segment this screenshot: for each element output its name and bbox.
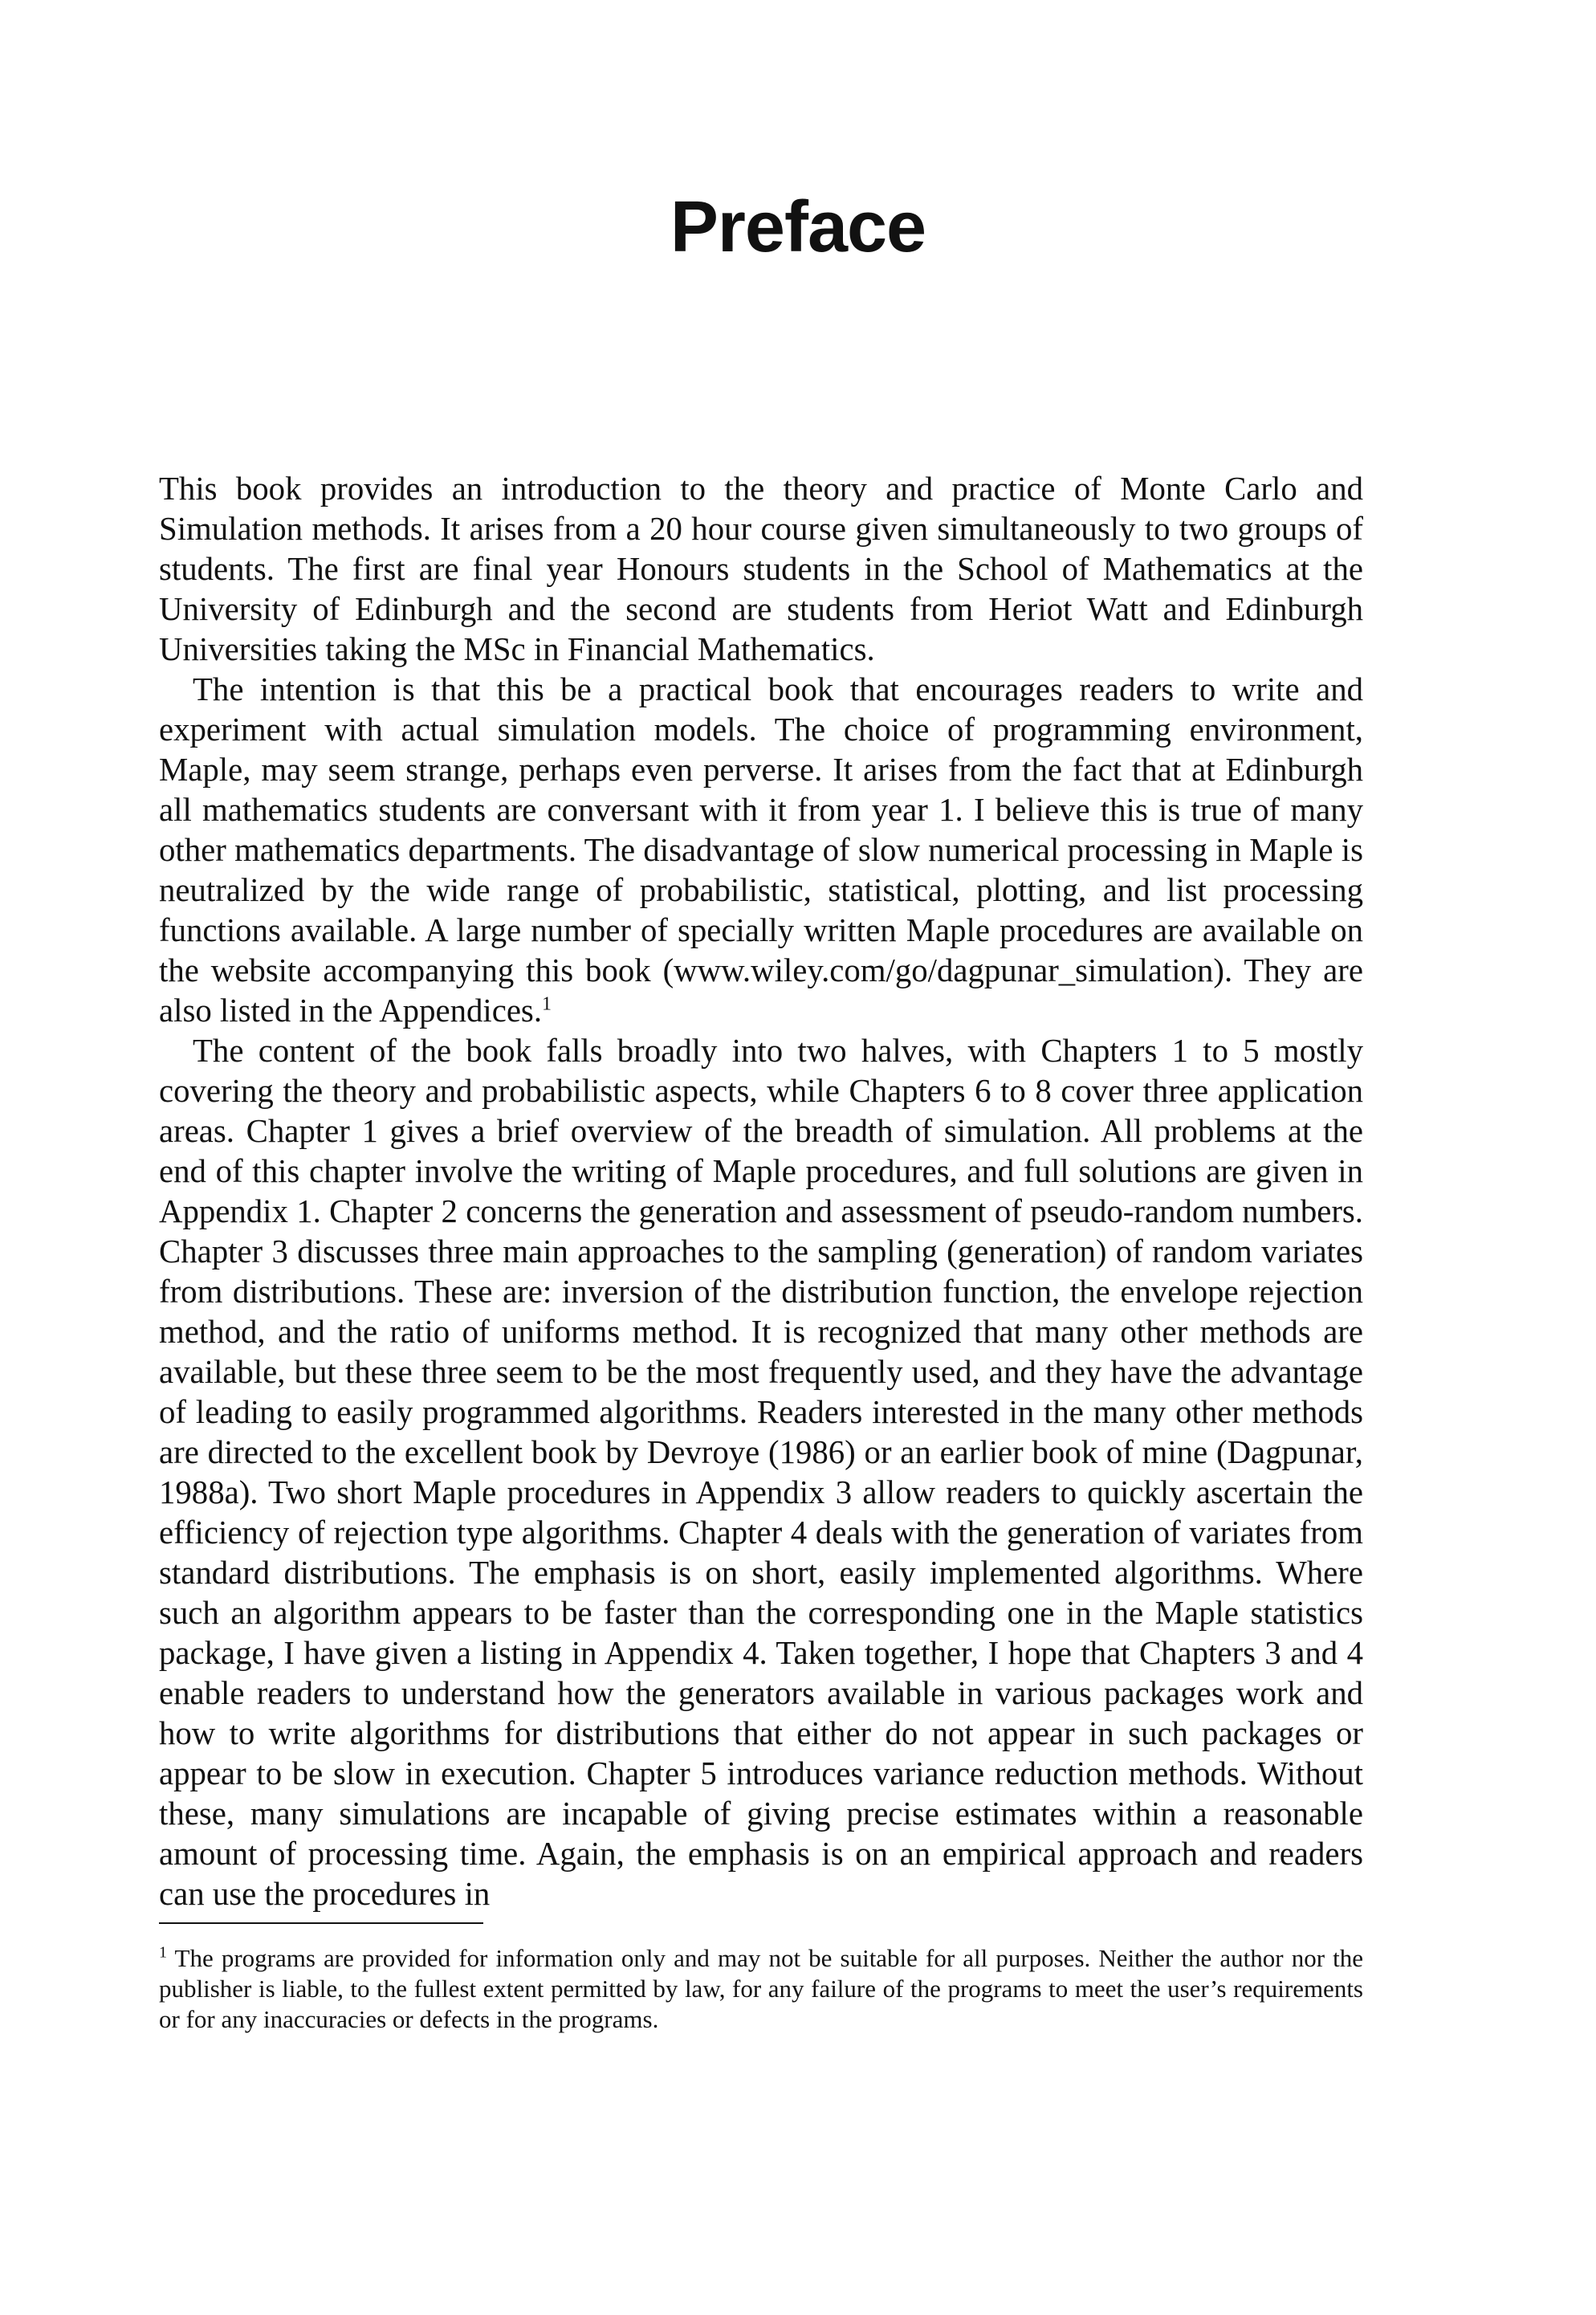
page-title: Preface [670,187,926,267]
preface-body [159,469,1363,1914]
paragraph-3 [159,1031,1363,1914]
paragraph-1-text: This book provides an introduction to the theory and practice of Monte Carlo and Simulation methods. It arises from a 20 hour course given simultaneously to two groups of students. The first are final year Honours students in the School of Mathematics at the University of Edinburgh and the second are students from Heriot Watt and Edinburgh Universities taking the MSc in Financial Mathematics. [159,471,1363,667]
paragraph-2 [159,670,1363,1031]
footnote-divider [159,1922,483,1924]
footnote-reference: 1 [542,993,552,1015]
footnote-marker: 1 [159,1943,167,1962]
paragraph-1 [159,469,1363,670]
footnote [159,1943,1363,2035]
footnote-text: The programs are provided for information only and may not be suitable for all purposes. Neither the author nor the publisher is liable, to the fullest extent permitted by law, for any failure of the programs to meet the user’s requirements or for any inaccuracies or defects in the programs. [159,1944,1363,2033]
paragraph-2-text: The intention is that this be a practical book that encourages readers to write and experiment with actual simulation models. The choice of programming environment, Maple, may seem strange, perhaps even perverse. It arises from the fact that at Edinburgh all mathematics students are conversant with it from year 1. I believe this is true of many other mathematics departments. The disadvantage of slow numerical processing in Maple is neutralized by the wide range of probabilistic, statistical, plotting, and list processing functions available. A large number of specially written Maple procedures are available on the website accompanying this book (www.wiley.com/go/dagpunar_simulation). They are also listed in the Appendices. [159,671,1363,1029]
paragraph-3-text: The content of the book falls broadly into two halves, with Chapters 1 to 5 mostly covering the theory and probabilistic aspects, while Chapters 6 to 8 cover three application areas. Chapter 1 gives a brief overview of the breadth of simulation. All problems at the end of this chapter involve the writing of Maple procedures, and full solutions are given in Appendix 1. Chapter 2 concerns the generation and assessment of pseudo-random numbers. Chapter 3 discusses three main approaches to the sampling (generation) of random variates from distributions. These are: inversion of the distribution function, the envelope rejection method, and the ratio of uniforms method. It is recognized that many other methods are available, but these three seem to be the most frequently used, and they have the advantage of leading to easily programmed algorithms. Readers interested in the many other methods are directed to the excellent book by Devroye (1986) or an earlier book of mine (Dagpunar, 1988a). Two short Maple procedures in Appendix 3 allow readers to quickly ascertain the efficiency of rejection type algorithms. Chapter 4 deals with the generation of variates from standard distributions. The emphasis is on short, easily implemented algorithms. Where such an algorithm appears to be faster than the corresponding one in the Maple statistics package, I have given a listing in Appendix 4. Taken together, I hope that Chapters 3 and 4 enable readers to understand how the generators available in various packages work and how to write algorithms for distributions that either do not appear in such packages or appear to be slow in execution. Chapter 5 introduces variance reduction methods. Without these, many simulations are incapable of giving precise estimates within a reasonable amount of processing time. Again, the emphasis is on an empirical approach and readers can use the procedures in [159,1033,1363,1912]
